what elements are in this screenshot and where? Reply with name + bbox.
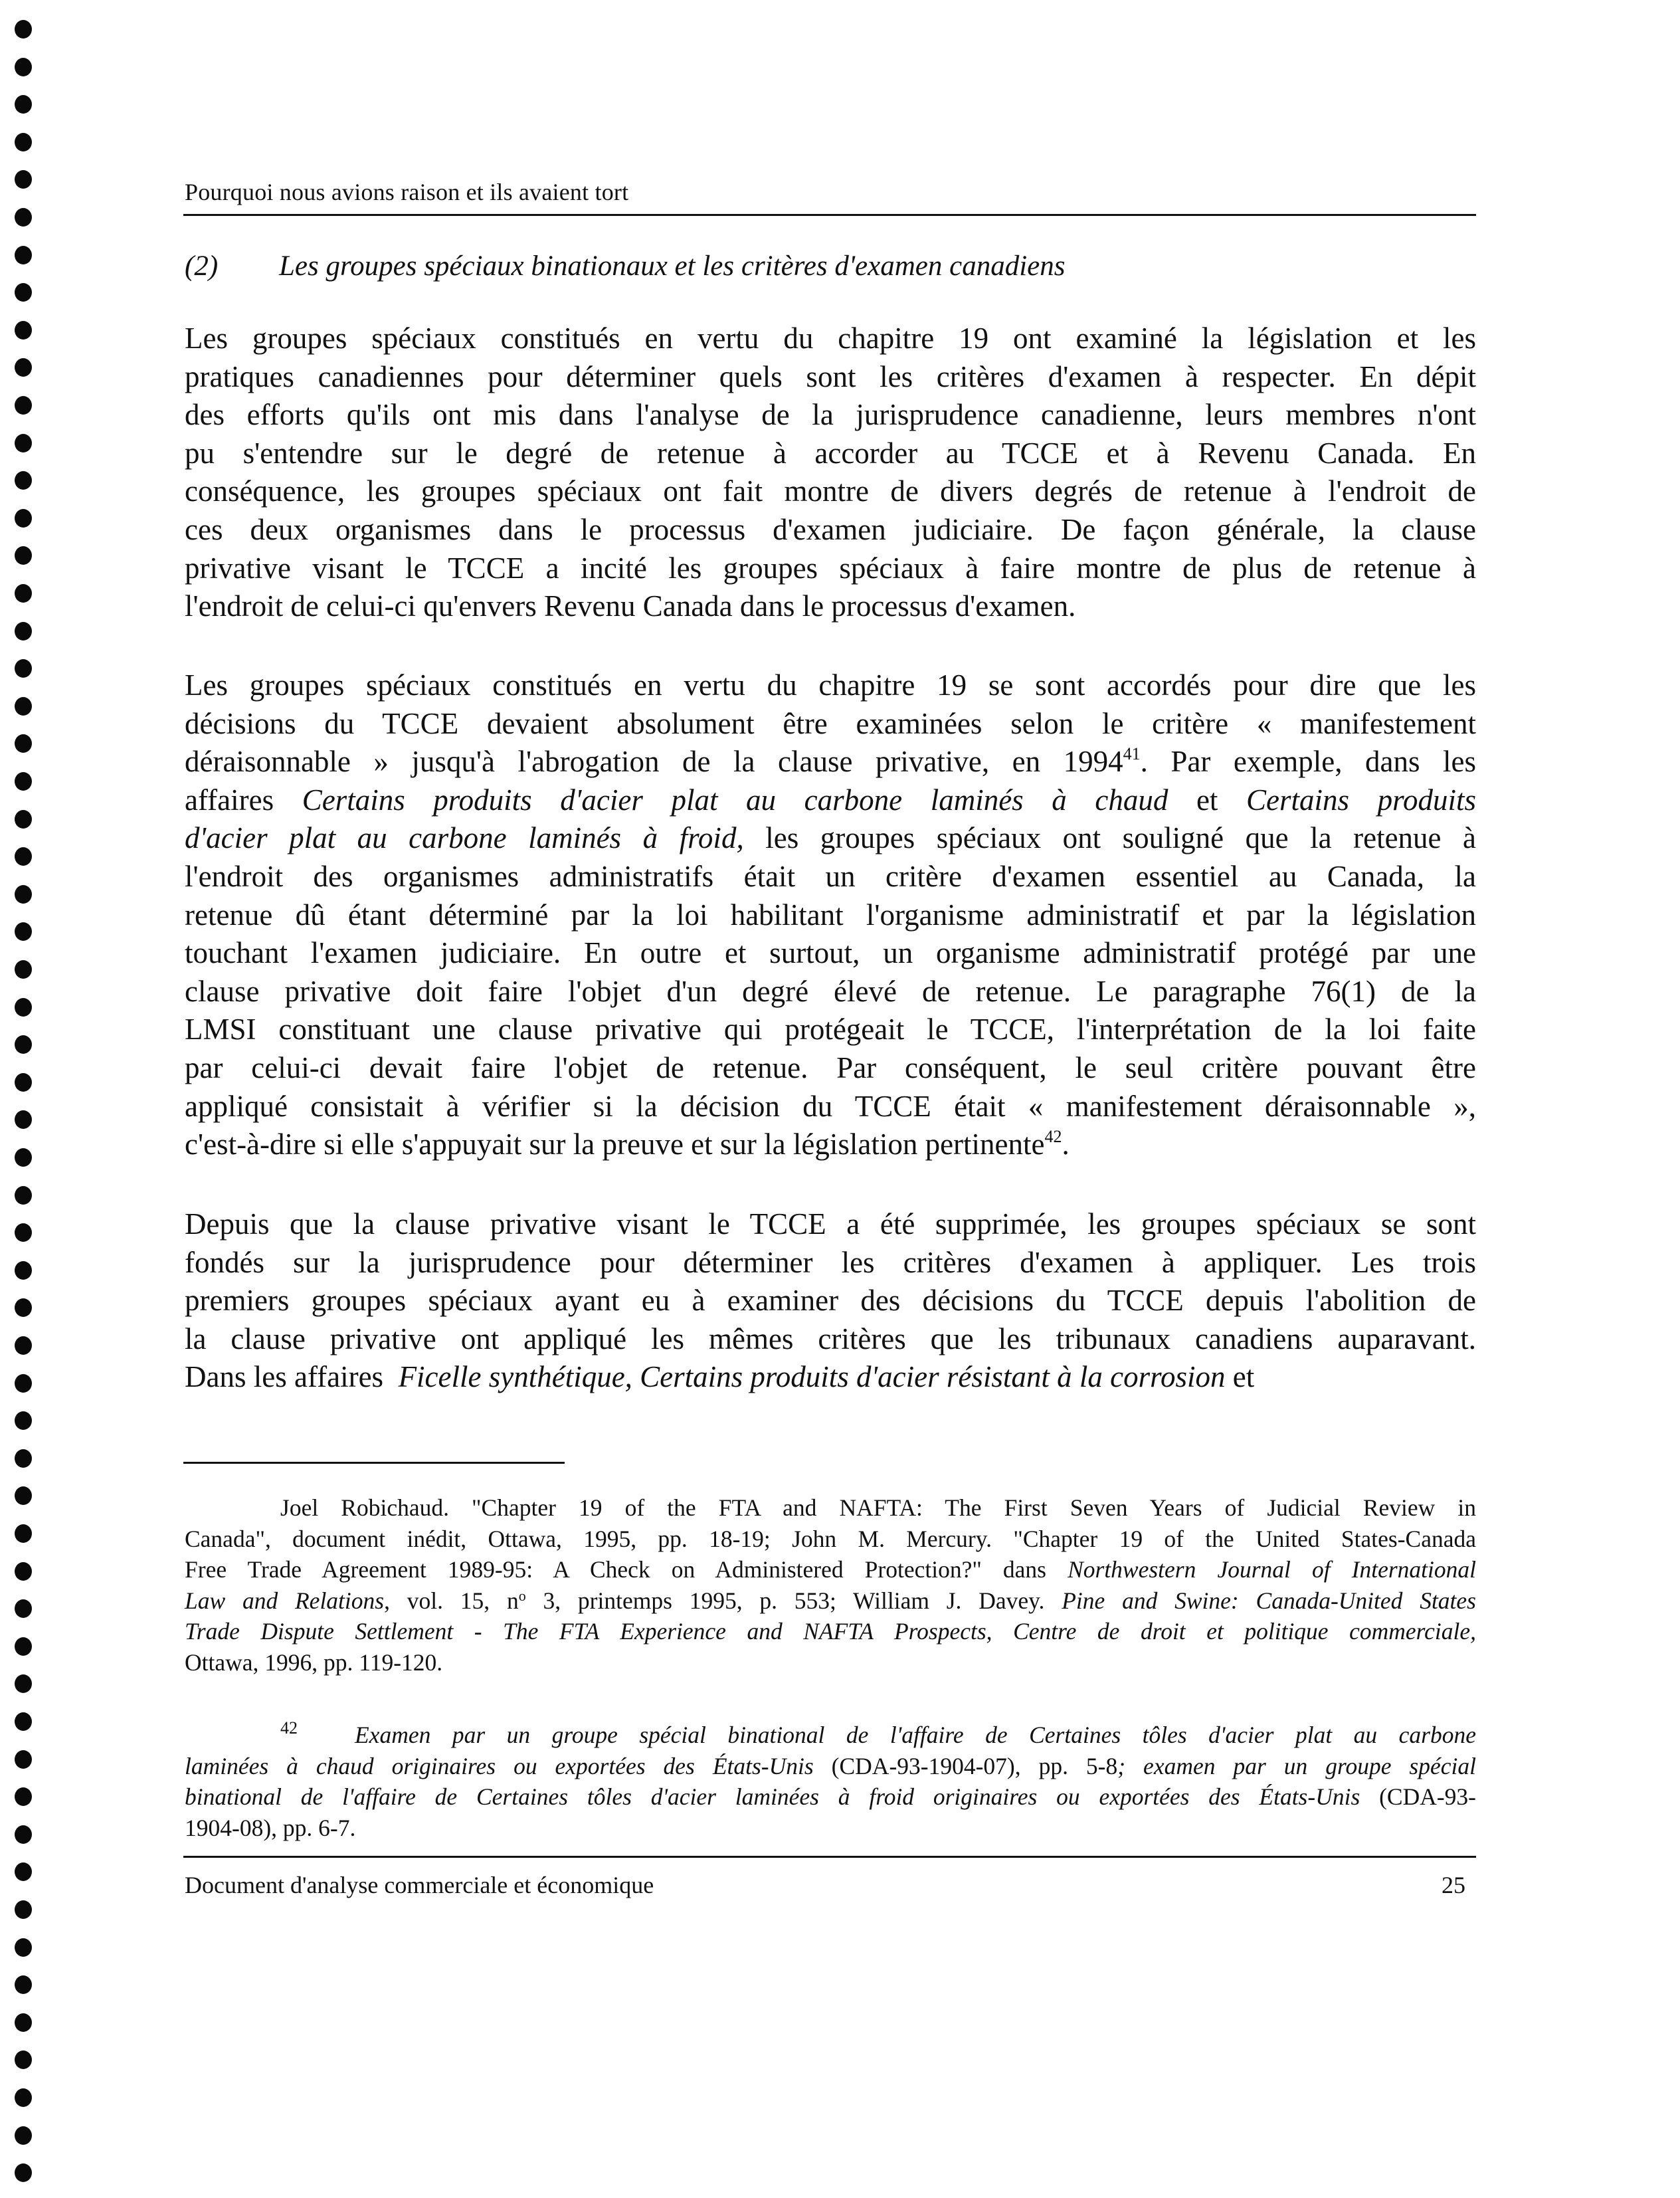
footer-title: Document d'analyse commerciale et économique	[185, 1872, 654, 1898]
text-line: des efforts qu'ils ont mis dans l'analyse de la jurisprudence canadienne, leurs membres n'ont	[185, 398, 1476, 432]
section-title: Les groupes spéciaux binationaux et les critères d'examen canadiens	[279, 250, 1066, 282]
text-line: Depuis que la clause privative visant le TCCE a été supprimée, les groupes spéciaux se sont	[185, 1207, 1476, 1241]
footnote-line: Joel Robichaud. "Chapter 19 of the FTA and NAFTA: The First Seven Years of Judicial Review in	[280, 1494, 1476, 1521]
case-title: d'acier plat au carbone laminés à froid,	[185, 821, 744, 855]
text-line: touchant l'examen judiciaire. En outre et surtout, un organisme administratif protégé par une	[185, 936, 1476, 970]
text-line: Les groupes spéciaux constitués en vertu du chapitre 19 ont examiné la législation et les	[185, 322, 1476, 355]
header-rule	[183, 214, 1476, 216]
text-line: d'acier plat au carbone laminés à froid, les groupes spéciaux ont souligné que la retenue à	[185, 821, 1477, 855]
footnote-ref-41: 41	[1123, 744, 1141, 764]
text-line: Dans les affaires Ficelle synthétique, Certains produits d'acier résistant à la corrosion et	[185, 1360, 1255, 1394]
page-number: 25	[1442, 1872, 1465, 1898]
text-line: ces deux organismes dans le processus d'examen judiciaire. De façon générale, la clause	[185, 512, 1476, 546]
footnote-ref-42: 42	[1044, 1127, 1062, 1147]
text-line: fondés sur la jurisprudence pour déterminer les critères d'examen à appliquer. Les trois	[185, 1245, 1476, 1279]
paragraph-3	[185, 1205, 1476, 1397]
footnote-line: Ottawa, 1996, pp. 119-120.	[185, 1648, 443, 1676]
case-title: Certains produits d'acier plat au carbone laminés à chaud	[302, 783, 1168, 817]
text-line: conséquence, les groupes spéciaux ont fait montre de divers degrés de retenue à l'endroit de	[185, 474, 1476, 508]
text-line: pu s'entendre sur le degré de retenue à accorder au TCCE et à Revenu Canada. En	[185, 436, 1476, 470]
footnote-41	[185, 1492, 1476, 1678]
text-line: retenue dû étant déterminé par la loi habilitant l'organisme administratif et par la législation	[185, 898, 1476, 932]
text-line: clause privative doit faire l'objet d'un degré élevé de retenue. Le paragraphe 76(1) de la	[185, 974, 1476, 1008]
text-line: LMSI constituant une clause privative qui protégeait le TCCE, l'interprétation de la loi faite	[185, 1013, 1476, 1047]
footnote-line: $^{42}$ Examen par un groupe spécial binational de l'affaire de Certaines tôles d'acier plat au carbone	[280, 1718, 1476, 1748]
text-line: l'endroit de celui-ci qu'envers Revenu Canada dans le processus d'examen.	[185, 589, 1076, 623]
paragraph-1	[185, 320, 1476, 626]
text-line: décisions du TCCE devaient absolument être examinées selon le critère « manifestement	[185, 706, 1476, 740]
footnote-42	[185, 1720, 1476, 1843]
text-line: c'est-à-dire si elle s'appuyait sur la preuve et sur la législation pertinente$^{42}$.	[185, 1127, 1070, 1161]
footnote-separator	[183, 1462, 565, 1464]
paragraph-2	[185, 666, 1476, 1164]
text-line: l'endroit des organismes administratifs était un critère d'examen essentiel au Canada, la	[185, 859, 1476, 893]
footnote-line: Trade Dispute Settlement - The FTA Experience and NAFTA Prospects, Centre de droit et politique commerciale,	[185, 1618, 1476, 1645]
running-head: Pourquoi nous avions raison et ils avaient tort	[185, 179, 629, 205]
footnote-line: 1904-08), pp. 6-7.	[185, 1814, 356, 1841]
text-line: la clause privative ont appliqué les mêmes critères que les tribunaux canadiens auparavant.	[185, 1322, 1476, 1355]
text-line: Les groupes spéciaux constitués en vertu du chapitre 19 se sont accordés pour dire que les	[185, 668, 1476, 702]
footnote-line: laminées à chaud originaires ou exportées des États-Unis (CDA-93-1904-07), pp. 5-8; examen par un groupe spécial	[185, 1752, 1476, 1779]
footnote-line: Canada", document inédit, Ottawa, 1995, pp. 18-19; John M. Mercury. "Chapter 19 of the United States-Canada	[185, 1525, 1476, 1552]
footnote-number: 42	[280, 1718, 298, 1738]
section-heading	[185, 250, 1065, 282]
footer-rule	[183, 1856, 1476, 1858]
text-line: appliqué consistait à vérifier si la décision du TCCE était « manifestement déraisonnable »,	[185, 1089, 1476, 1123]
section-number: (2)	[185, 250, 219, 282]
text-line: premiers groupes spéciaux ayant eu à examiner des décisions du TCCE depuis l'abolition de	[185, 1284, 1476, 1318]
footnote-line: binational de l'affaire de Certaines tôles d'acier laminées à froid originaires ou exportées des États-Unis (CDA-93-	[185, 1783, 1476, 1810]
text-line: déraisonnable » jusqu'à l'abrogation de la clause privative, en 1994$^{41}$. Par exemple, dans les	[185, 744, 1476, 779]
footnote-line: Free Trade Agreement 1989-95: A Check on Administered Protection?" dans Northwestern Journal of International	[185, 1556, 1476, 1583]
footnote-line: Law and Relations, vol. 15, $n^o$ 3, printemps 1995, p. 553; William J. Davey. Pine and Swine: Canada-United States	[185, 1587, 1476, 1614]
text-line: par celui-ci devait faire l'objet de retenue. Par conséquent, le seul critère pouvant être	[185, 1050, 1476, 1084]
case-title: Certains produits	[1246, 783, 1477, 817]
text-line: privative visant le TCCE a incité les groupes spéciaux à faire montre de plus de retenue à	[185, 551, 1476, 585]
text-line: affaires Certains produits d'acier plat au carbone laminés à chaud et Certains produits	[185, 783, 1477, 817]
text-line: pratiques canadiennes pour déterminer quels sont les critères d'examen à respecter. En dépit	[185, 359, 1476, 393]
case-title: Ficelle synthétique, Certains produits d'acier résistant à la corrosion	[398, 1360, 1226, 1394]
